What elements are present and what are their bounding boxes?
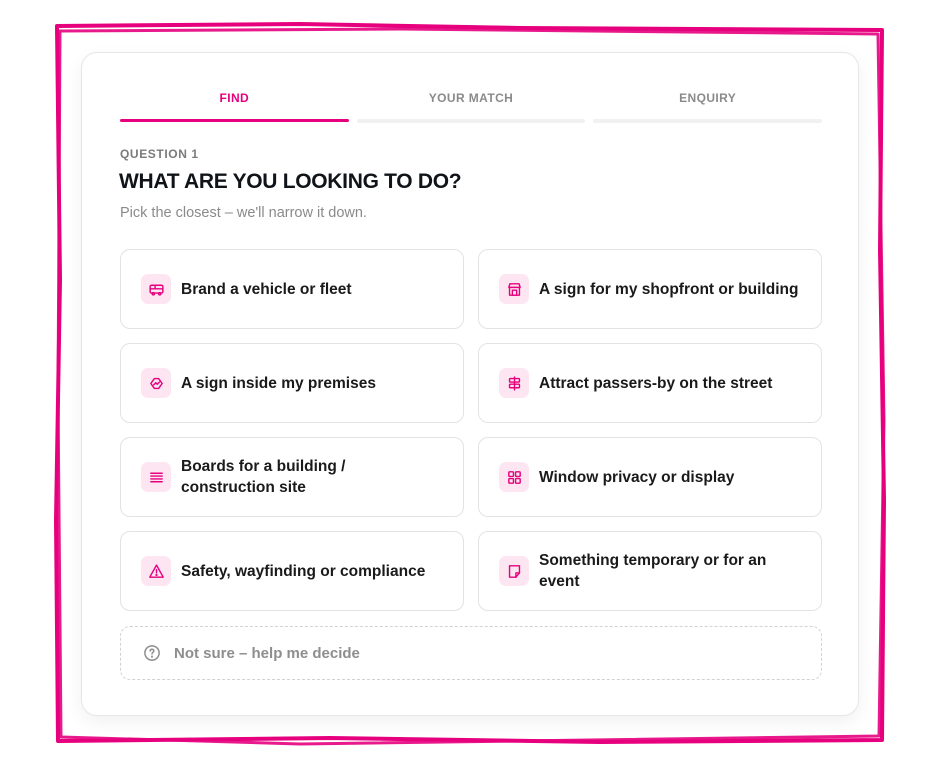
option-label: Safety, wayfinding or compliance (181, 562, 426, 580)
not-sure-button[interactable] (120, 626, 822, 680)
option-shopfront-sign[interactable] (478, 249, 822, 329)
storefront-icon (499, 274, 529, 304)
question-title: WHAT ARE YOU LOOKING TO DO? (119, 170, 462, 193)
question-subtitle: Pick the closest – we'll narrow it down. (120, 205, 367, 221)
van-icon (141, 274, 171, 304)
option-safety-wayfinding[interactable] (120, 531, 464, 611)
options-grid (120, 249, 822, 611)
tab-your-match-indicator (357, 119, 586, 123)
option-passers-by[interactable] (478, 343, 822, 423)
option-label: A sign for my shopfront or building (539, 280, 799, 298)
tab-enquiry-indicator (593, 119, 822, 123)
window-grid-icon (499, 462, 529, 492)
signpost-icon (499, 368, 529, 398)
option-label: A sign inside my premises (181, 374, 376, 392)
interior-sign-icon (141, 368, 171, 398)
tab-find-label: FIND (219, 91, 250, 105)
option-label: Brand a vehicle or fleet (181, 280, 352, 298)
not-sure-label: Not sure – help me decide (174, 644, 360, 662)
option-interior-sign[interactable] (120, 343, 464, 423)
option-label: Something temporary or for an event (539, 552, 767, 590)
wizard-card (81, 52, 859, 716)
tab-enquiry-label: ENQUIRY (679, 91, 737, 105)
tab-find-indicator (120, 119, 349, 122)
tab-enquiry[interactable] (593, 91, 822, 121)
question-number: QUESTION 1 (120, 147, 199, 161)
tab-find[interactable] (120, 91, 349, 121)
tab-your-match[interactable] (357, 91, 586, 121)
option-label: Window privacy or display (539, 468, 735, 486)
sticky-note-icon (499, 556, 529, 586)
option-temporary-event[interactable] (478, 531, 822, 611)
step-tabs (120, 91, 822, 121)
boards-icon (141, 462, 171, 492)
warning-icon (141, 556, 171, 586)
option-construction-boards[interactable] (120, 437, 464, 517)
tab-your-match-label: YOUR MATCH (428, 91, 514, 105)
option-label: Attract passers-by on the street (539, 374, 773, 392)
option-window-privacy[interactable] (478, 437, 822, 517)
option-brand-vehicle[interactable] (120, 249, 464, 329)
option-label: Boards for a building / construction site (181, 458, 346, 496)
help-circle-icon (143, 644, 161, 662)
